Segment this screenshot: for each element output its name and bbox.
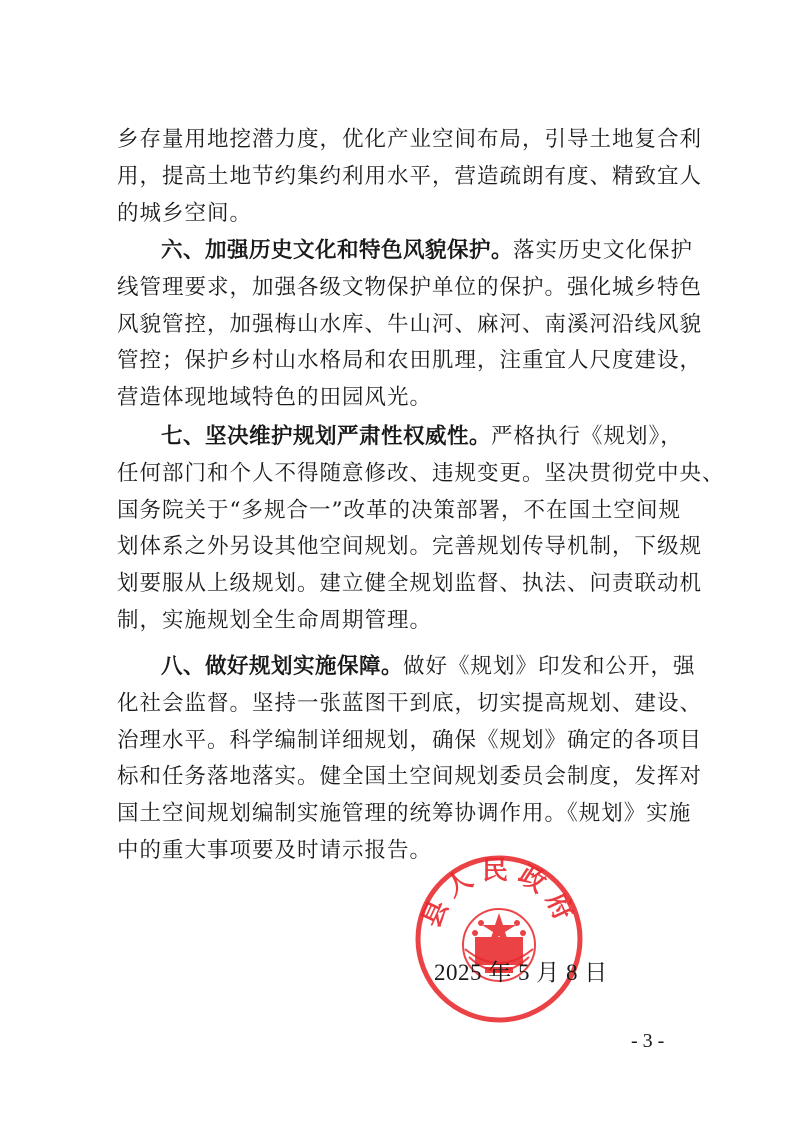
- text-line: 国务院关于“多规合一”改革的决策部署，不在国土空间规: [117, 497, 681, 523]
- text-line: 管控；保护乡村山水格局和农田肌理，注重宜人尺度建设，: [117, 348, 703, 374]
- text-line: 制，实施规划全生命周期管理。: [117, 607, 433, 633]
- text-line: 化社会监督。坚持一张蓝图干到底，切实提高规划、建设、: [117, 690, 703, 716]
- text-line: 营造体现地域特色的田园风光。: [117, 385, 433, 411]
- section-heading: 六、加强历史文化和特色风貌保护。: [161, 238, 514, 263]
- text-line: [117, 233, 694, 270]
- paragraph-section-7: [117, 419, 725, 640]
- text-line: 乡存量用地挖潜力度，优化产业空间布局，引导土地复合利: [117, 127, 703, 152]
- text-line: 标和任务落地落实。健全国土空间规划委员会制度，发挥对: [117, 764, 703, 790]
- section-heading: 七、坚决维护规划严肃性权威性。: [161, 424, 492, 449]
- text-line: 任何部门和个人不得随意修改、违规变更。坚决贯彻党中央、: [117, 460, 725, 486]
- text-fragment: 做好《规划》印发和公开，强: [403, 654, 696, 679]
- text-line: 治理水平。科学编制详细规划，确保《规划》确定的各项目: [117, 727, 703, 753]
- text-fragment: 严格执行《规划》，: [491, 424, 683, 449]
- signature-date: 2025 年 5 月 8 日: [434, 960, 608, 985]
- page-number: - 3 -: [631, 1030, 665, 1052]
- text-line: 用，提高土地节约集约利用水平，营造疏朗有度、精致宜人: [117, 163, 703, 189]
- text-line: 划体系之外另设其他空间规划。完善规划传导机制，下级规: [117, 534, 703, 560]
- text-line: 划要服从上级规划。建立健全规划监督、执法、问责联动机: [117, 571, 703, 597]
- section-heading: 八、做好规划实施保障。: [161, 654, 404, 679]
- text-line: 风貌管控，加强梅山水库、牛山河、麻河、南溪河沿线风貌: [117, 311, 703, 337]
- seal-text-path: 县人民政府: [416, 856, 582, 933]
- paragraph-continuation: [117, 122, 703, 232]
- text-line: [117, 649, 696, 686]
- text-line: 国土空间规划编制实施管理的统筹协调作用。《规划》实施: [117, 801, 692, 827]
- text-line: 线管理要求，加强各级文物保护单位的保护。强化城乡特色: [117, 274, 703, 300]
- paragraph-section-8: [117, 649, 703, 870]
- official-seal: [413, 853, 585, 1025]
- paragraph-section-6: [117, 233, 703, 417]
- text-fragment: 落实历史文化保护: [513, 238, 694, 263]
- text-line: 中的重大事项要及时请示报告。: [117, 837, 433, 863]
- text-line: [117, 419, 683, 456]
- text-line: 的城乡空间。: [117, 200, 253, 226]
